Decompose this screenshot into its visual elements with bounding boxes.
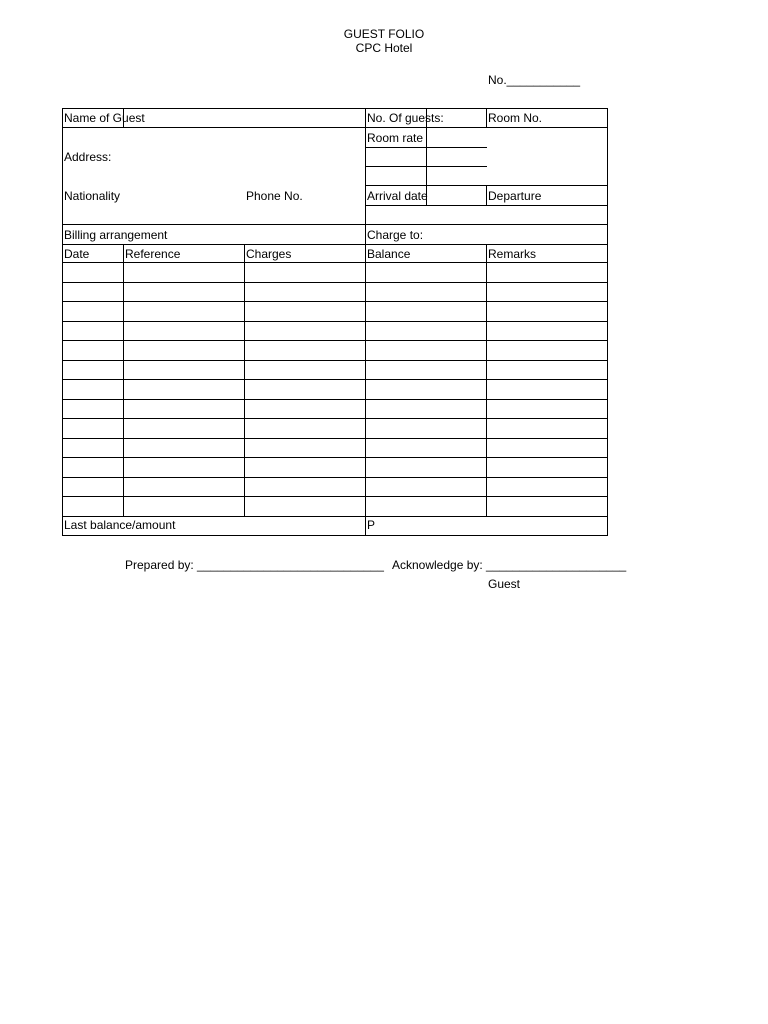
col-header-date: Date <box>64 247 90 261</box>
folio-number: No.___________ <box>488 73 581 87</box>
address-label: Address: <box>64 150 112 164</box>
hotel-name: CPC Hotel <box>355 41 413 55</box>
col-header-balance: Balance <box>367 247 411 261</box>
no-of-guests-label: No. Of guests: <box>367 111 444 125</box>
col-header-reference: Reference <box>125 247 181 261</box>
guest-caption: Guest <box>488 577 521 591</box>
prepared-by-line: Prepared by: ____________________________ <box>125 558 384 572</box>
acknowledge-by-line: Acknowledge by: _____________________ <box>392 558 627 572</box>
arrival-date-label: Arrival date <box>367 189 428 203</box>
nationality-label: Nationality <box>64 189 121 203</box>
col-header-charges: Charges <box>246 247 292 261</box>
col-header-remarks: Remarks <box>488 247 537 261</box>
departure-label: Departure <box>488 189 542 203</box>
name-of-guest-label: Name of Guest <box>64 111 145 125</box>
room-no-label: Room No. <box>488 111 543 125</box>
last-balance-label: Last balance/amount <box>64 518 176 532</box>
currency-symbol: P <box>367 518 376 532</box>
form-title: GUEST FOLIO <box>343 27 425 41</box>
billing-arrangement-label: Billing arrangement <box>64 228 168 242</box>
phone-no-label: Phone No. <box>246 189 303 203</box>
charge-to-label: Charge to: <box>367 228 424 242</box>
room-rate-label: Room rate <box>367 131 424 145</box>
